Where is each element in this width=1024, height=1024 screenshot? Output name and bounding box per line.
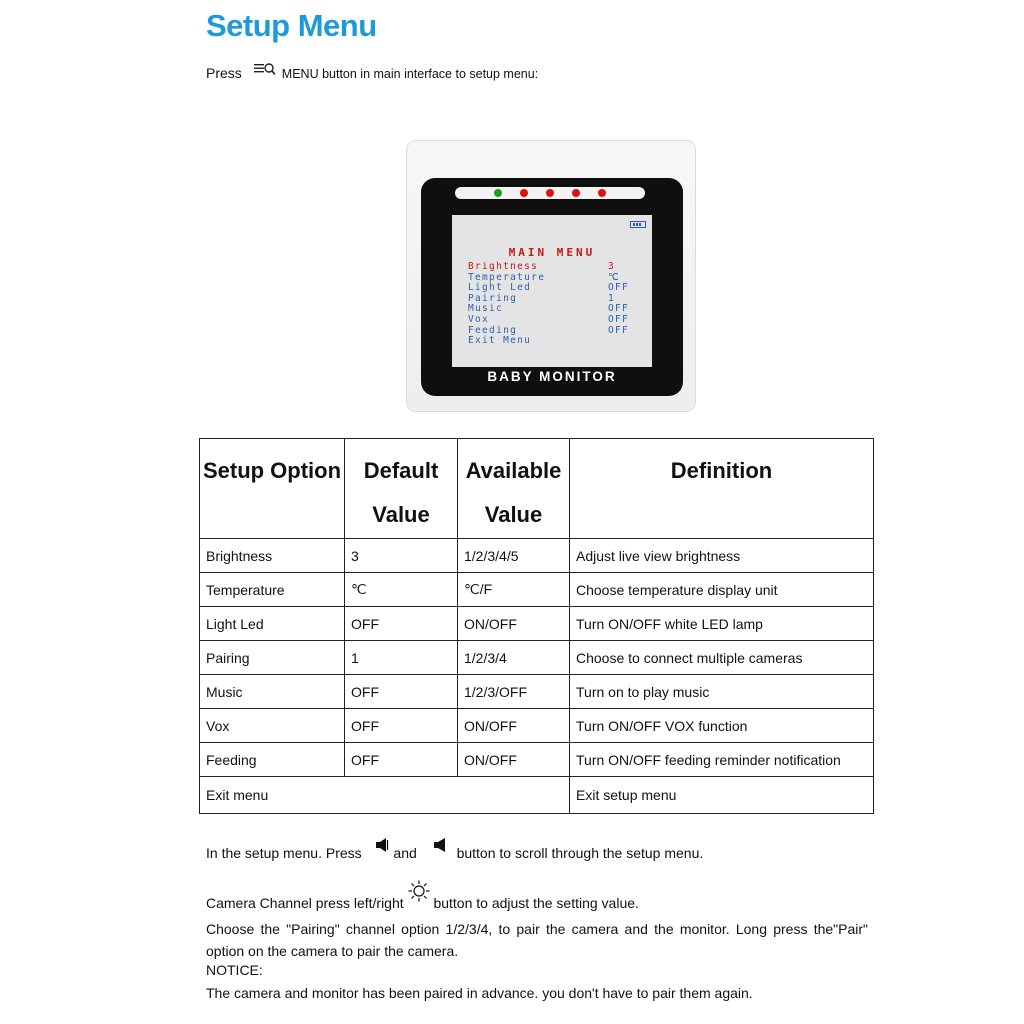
scroll-instruction-suffix: button to scroll through the setup menu. — [456, 845, 704, 861]
cell-definition: Turn on to play music — [570, 675, 874, 709]
scroll-instruction-and: and — [393, 845, 417, 861]
cell-available-value: 1/2/3/OFF — [458, 675, 570, 709]
screen-menu-item — [468, 262, 636, 273]
header-setup-option — [200, 439, 345, 539]
brightness-sun-icon — [408, 880, 430, 905]
led-indicator — [546, 189, 554, 197]
screen-menu-item-label: Brightness — [468, 261, 539, 272]
baby-monitor-device — [406, 140, 696, 412]
screen-menu-item-label: Temperature — [468, 271, 546, 283]
device-brand-label: BABY MONITOR — [487, 369, 617, 384]
cell-default-value: 3 — [345, 539, 458, 573]
table-row — [200, 539, 874, 573]
scroll-instruction-prefix: In the setup menu. Press — [206, 845, 362, 861]
table-row — [200, 709, 874, 743]
header-line: Value — [484, 502, 543, 527]
speaker-down-icon — [433, 838, 447, 855]
camera-instruction-prefix: Camera Channel press left/right — [206, 895, 404, 911]
table-row — [200, 641, 874, 675]
cell-setup-option: Music — [200, 675, 345, 709]
screen-menu-item-label: Music — [468, 303, 504, 315]
cell-setup-option: Pairing — [200, 641, 345, 675]
cell-setup-option: Light Led — [200, 607, 345, 641]
scroll-instruction — [206, 838, 703, 861]
cell-definition: Choose temperature display unit — [570, 573, 874, 607]
led-indicator — [520, 189, 528, 197]
camera-channel-instruction — [206, 880, 639, 911]
cell-available-value: ℃/F — [458, 573, 570, 607]
table-row-exit — [200, 777, 874, 814]
header-line: Available — [465, 458, 562, 483]
intro-instruction-text: MENU button in main interface to setup menu: — [281, 67, 539, 81]
cell-available-value: ON/OFF — [458, 607, 570, 641]
screen-menu-item-value: 3 — [608, 261, 616, 272]
cell-default-value: OFF — [345, 675, 458, 709]
header-line: Value — [372, 502, 430, 527]
screen-menu-item-label: Vox — [468, 313, 490, 325]
device-screen — [452, 215, 652, 367]
led-indicator — [494, 189, 502, 197]
cell-default-value: ℃ — [345, 573, 458, 607]
screen-menu-item-label: Pairing — [468, 292, 518, 304]
cell-available-value: ON/OFF — [458, 743, 570, 777]
header-line: Default — [363, 458, 439, 483]
cell-definition: Turn ON/OFF VOX function — [570, 709, 874, 743]
header-line: Definition — [670, 458, 773, 483]
screen-menu-item-value: OFF — [608, 303, 630, 315]
cell-definition: Adjust live view brightness — [570, 539, 874, 573]
table-header-row — [200, 439, 874, 539]
cell-definition: Exit setup menu — [570, 777, 874, 814]
screen-menu-item-value — [608, 336, 636, 347]
screen-menu-item-label: Exit Menu — [468, 335, 532, 347]
cell-definition: Choose to connect multiple cameras — [570, 641, 874, 675]
table-row — [200, 675, 874, 709]
screen-menu-list — [468, 262, 636, 347]
table-row — [200, 607, 874, 641]
led-indicator — [598, 189, 606, 197]
cell-definition: Turn ON/OFF white LED lamp — [570, 607, 874, 641]
intro-line — [206, 62, 538, 81]
header-default-value — [345, 439, 458, 539]
cell-default-value: OFF — [345, 743, 458, 777]
screen-menu-item — [468, 336, 636, 347]
screen-menu-item-value: OFF — [608, 313, 630, 325]
cell-setup-option: Exit menu — [200, 777, 570, 814]
screen-menu-item — [468, 315, 636, 326]
device-bezel — [421, 178, 683, 396]
cell-setup-option: Temperature — [200, 573, 345, 607]
screen-menu-item-label: Light Led — [468, 282, 532, 294]
screen-menu-item-value: ℃ — [608, 271, 620, 283]
led-indicator-bar — [455, 187, 645, 199]
pairing-instruction: Choose the "Pairing" channel option 1/2/3/4, to pair the camera and the monitor. Long press the"Pair" option on the camera to pair the camera. — [206, 921, 868, 959]
cell-default-value: OFF — [345, 709, 458, 743]
cell-default-value: 1 — [345, 641, 458, 675]
screen-menu-item-value: 1 — [608, 292, 616, 304]
battery-icon — [630, 221, 646, 228]
header-available-value — [458, 439, 570, 539]
screen-menu-item-value: OFF — [608, 282, 630, 294]
setup-options-table — [199, 438, 874, 814]
table-row — [200, 573, 874, 607]
cell-available-value: 1/2/3/4 — [458, 641, 570, 675]
page-title: Setup Menu — [206, 8, 377, 43]
led-indicator — [572, 189, 580, 197]
header-line: Setup Option — [202, 458, 342, 483]
notice-text: The camera and monitor has been paired in advance. you don't have to pair them again. — [206, 985, 753, 1001]
screen-menu-title: MAIN MENU — [508, 246, 596, 259]
intro-press-text: Press — [206, 65, 242, 81]
screen-menu-item-label: Feeding — [468, 324, 518, 336]
table-row — [200, 743, 874, 777]
notice-label: NOTICE: — [206, 962, 263, 978]
cell-available-value: 1/2/3/4/5 — [458, 539, 570, 573]
cell-default-value: OFF — [345, 607, 458, 641]
camera-instruction-suffix: button to adjust the setting value. — [433, 895, 639, 911]
cell-definition: Turn ON/OFF feeding reminder notification — [570, 743, 874, 777]
menu-search-icon — [254, 62, 276, 81]
cell-setup-option: Vox — [200, 709, 345, 743]
screen-menu-item-value: OFF — [608, 324, 630, 336]
speaker-up-icon — [374, 838, 390, 855]
cell-available-value: ON/OFF — [458, 709, 570, 743]
cell-setup-option: Brightness — [200, 539, 345, 573]
header-definition — [570, 439, 874, 539]
cell-setup-option: Feeding — [200, 743, 345, 777]
